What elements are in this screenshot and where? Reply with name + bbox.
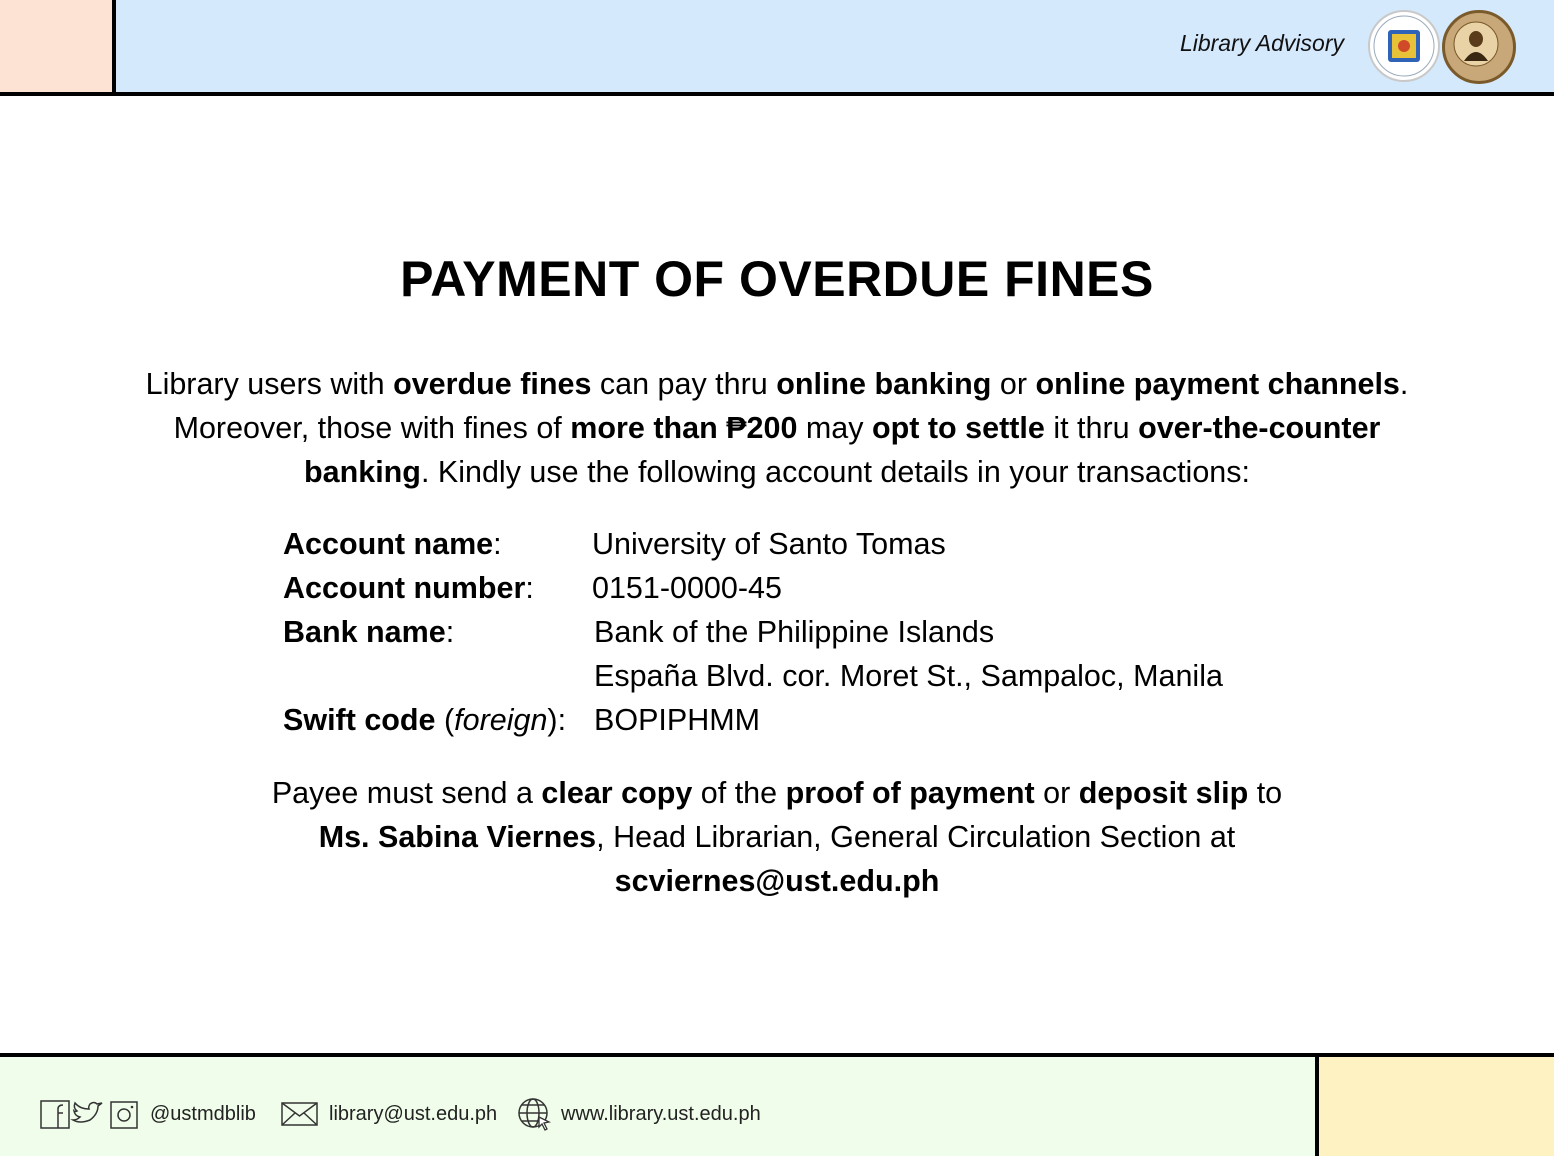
footer-email — [281, 1097, 497, 1131]
intro-emphasis: overdue fines — [393, 367, 592, 401]
footer-website-link[interactable]: www.library.ust.edu.ph — [561, 1102, 761, 1125]
page-title: PAYMENT OF OVERDUE FINES — [400, 251, 1154, 307]
library-seal-logo — [1442, 10, 1516, 84]
payee-text: , Head Librarian, General Circulation Section at — [596, 820, 1236, 854]
social-handle[interactable]: @ustmdblib — [150, 1102, 256, 1125]
account-name-label: Account name: — [283, 527, 502, 561]
payee-line-1 — [110, 771, 1444, 815]
intro-emphasis: online banking — [776, 367, 992, 401]
intro-text: . Moreover, those with fines of — [173, 367, 1409, 445]
header-bar — [0, 0, 1554, 96]
swift-code-label-text: Swift code — [283, 703, 436, 737]
account-name-value: University of Santo Tomas — [592, 527, 946, 561]
intro-emphasis: online payment channels — [1035, 367, 1400, 401]
swift-code-label: Swift code (foreign): — [283, 703, 567, 737]
footer-website — [517, 1097, 761, 1131]
footer-contact-strip — [0, 1057, 1319, 1156]
intro-emphasis: opt to settle — [872, 411, 1045, 445]
intro-text: may — [797, 411, 872, 445]
footer-corner-block — [1319, 1057, 1554, 1156]
payee-emphasis: deposit slip — [1078, 776, 1249, 810]
bank-name-label: Bank name: — [283, 615, 455, 649]
payee-text: of the — [692, 776, 786, 810]
advisory-label: Library Advisory — [1179, 30, 1344, 56]
payee-instructions — [110, 771, 1444, 903]
account-name-label-text: Account name — [283, 527, 494, 561]
bank-name-value: Bank of the Philippine Islands — [594, 615, 995, 649]
payee-line-2 — [110, 815, 1444, 859]
swift-code-value: BOPIPHMM — [594, 703, 761, 737]
payee-line-3 — [110, 859, 1444, 903]
intro-text: Library users with — [145, 367, 394, 401]
contact-email-link[interactable]: scviernes@ust.edu.ph — [614, 864, 940, 898]
bank-address-value: España Blvd. cor. Moret St., Sampaloc, Manila — [594, 659, 1223, 693]
globe-icon — [517, 1097, 551, 1131]
social-links — [40, 1097, 256, 1131]
intro-paragraph — [110, 362, 1444, 494]
mail-icon — [281, 1101, 319, 1127]
intro-text: it thru — [1044, 411, 1139, 445]
ust-seal-logo — [1368, 10, 1440, 82]
payee-text: or — [1034, 776, 1079, 810]
header-corner-block — [0, 0, 116, 92]
account-number-label-text: Account number — [283, 571, 526, 605]
librarian-name: Ms. Sabina Viernes — [318, 820, 597, 854]
payee-emphasis: proof of payment — [785, 776, 1035, 810]
payee-text: to — [1248, 776, 1283, 810]
payee-emphasis: clear copy — [541, 776, 693, 810]
payee-text: Payee must send a — [271, 776, 542, 810]
footer-bar — [0, 1053, 1554, 1156]
header-banner — [116, 0, 1554, 92]
intro-emphasis: more than ₱200 — [570, 411, 798, 445]
bank-name-label-text: Bank name — [283, 615, 446, 649]
intro-text: or — [991, 367, 1036, 401]
intro-emphasis: over-the-counter banking — [304, 411, 1381, 489]
footer-email-link[interactable]: library@ust.edu.ph — [329, 1102, 498, 1125]
account-number-label: Account number: — [283, 571, 534, 605]
swift-code-qualifier: foreign — [454, 703, 548, 737]
account-number-value: 0151-0000-45 — [592, 571, 782, 605]
intro-text: can pay thru — [591, 367, 777, 401]
intro-text: . Kindly use the following account details in your transactions: — [420, 455, 1250, 489]
social-icons[interactable] — [40, 1098, 140, 1130]
